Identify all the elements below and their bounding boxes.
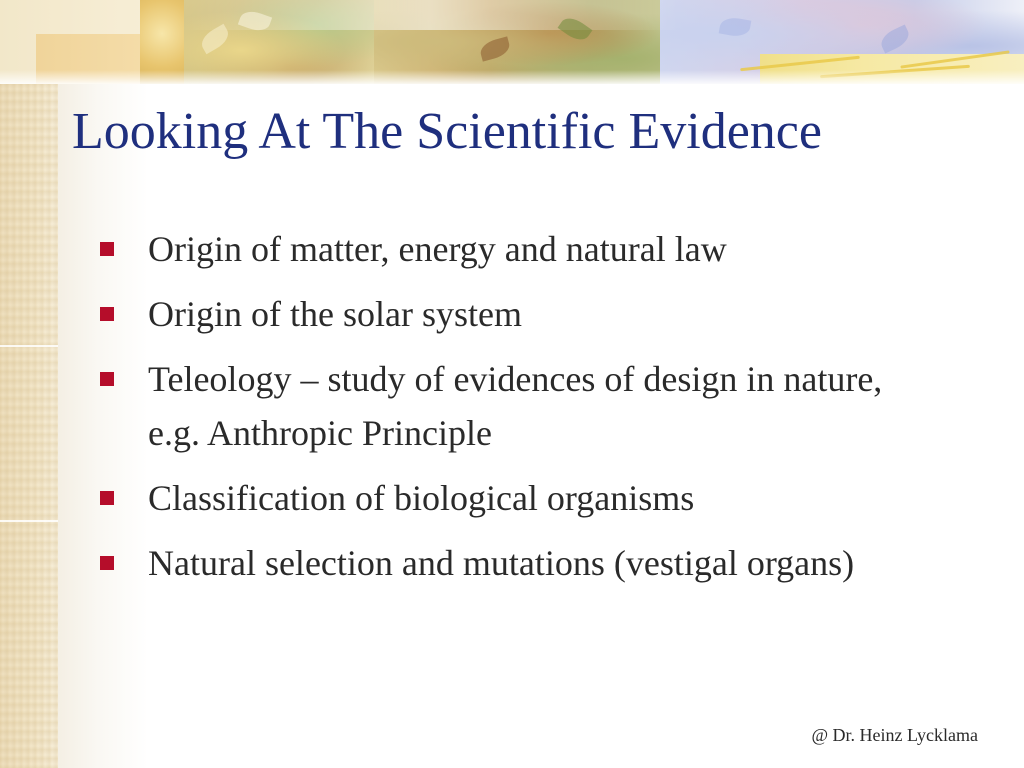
bullet-list bbox=[96, 222, 916, 601]
bullet-text: Natural selection and mutations (vestigal organs) bbox=[148, 543, 855, 583]
square-bullet-icon bbox=[100, 307, 114, 321]
square-bullet-icon bbox=[100, 556, 114, 570]
square-bullet-icon bbox=[100, 491, 114, 505]
strip-divider bbox=[0, 520, 58, 522]
bullet-item bbox=[96, 352, 916, 460]
square-bullet-icon bbox=[100, 242, 114, 256]
slide-title: Looking At The Scientific Evidence bbox=[72, 103, 822, 160]
bullet-item bbox=[96, 287, 916, 341]
decorative-collage-banner bbox=[0, 0, 1024, 84]
author-footer: @ Dr. Heinz Lycklama bbox=[811, 725, 978, 745]
bullet-item bbox=[96, 471, 916, 525]
square-bullet-icon bbox=[100, 372, 114, 386]
bullet-text: Classification of biological organisms bbox=[148, 478, 695, 518]
bullet-text: Teleology – study of evidences of design in nature, e.g. Anthropic Principle bbox=[148, 359, 883, 453]
bullet-text: Origin of matter, energy and natural law bbox=[148, 229, 727, 269]
bullet-item bbox=[96, 536, 916, 590]
bullet-text: Origin of the solar system bbox=[148, 294, 522, 334]
bullet-item bbox=[96, 222, 916, 276]
strip-divider bbox=[0, 345, 58, 347]
parchment-side-strip bbox=[0, 0, 58, 768]
